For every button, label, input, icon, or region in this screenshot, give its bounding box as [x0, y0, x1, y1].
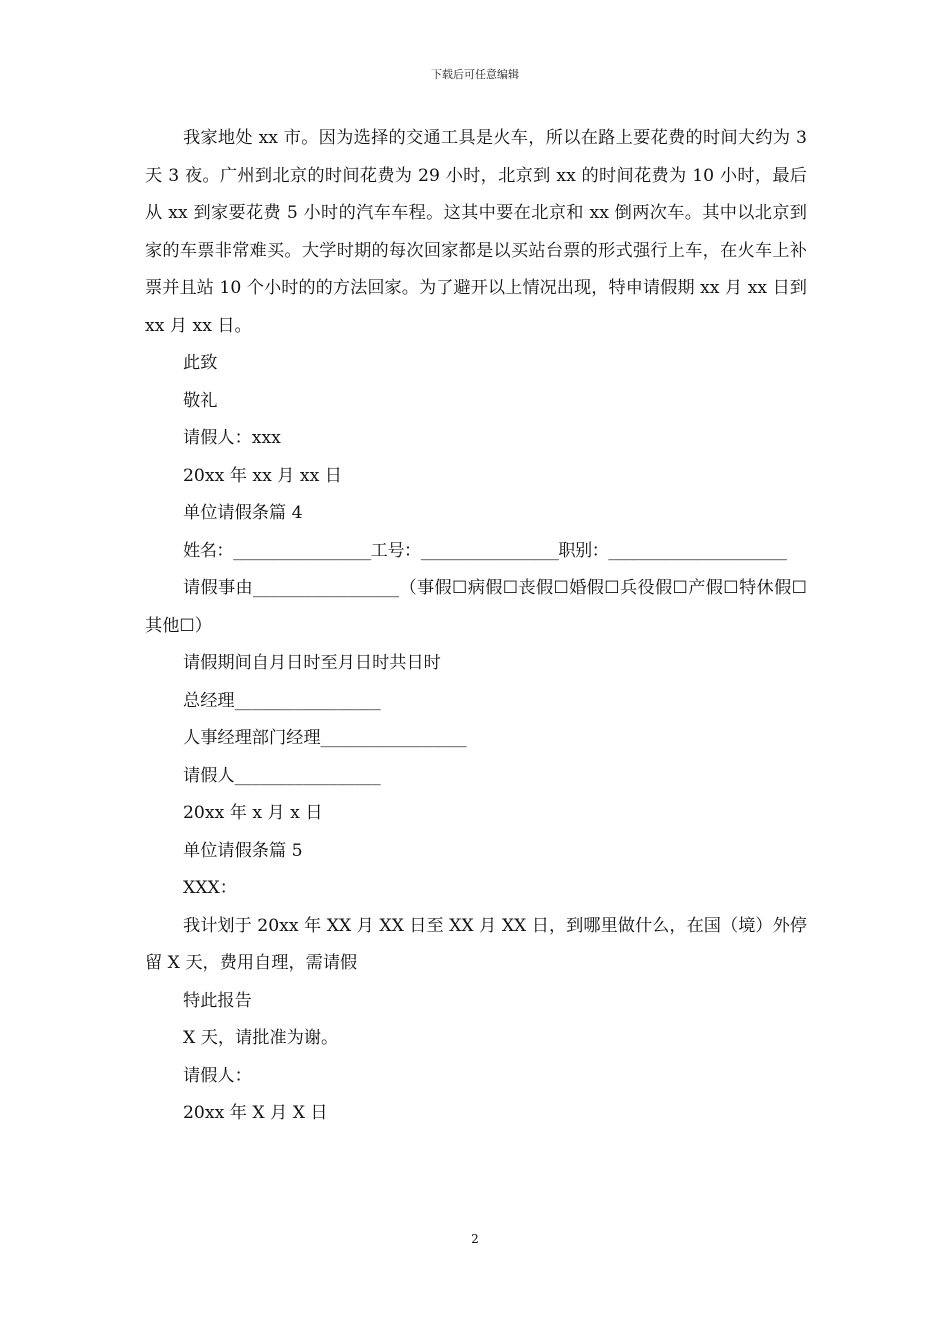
report-line: 特此报告: [183, 990, 252, 1011]
addressee-line: XXX：: [183, 878, 237, 898]
applicant-sign-line: 请假人_________________: [183, 765, 381, 786]
closing-jingli: 敬礼: [183, 390, 218, 411]
section-title-5: 单位请假条篇 5: [183, 840, 303, 861]
page-number: 2: [471, 1232, 479, 1246]
form-name-id-position: 姓名：_________________工号：_________________职别：______________________: [183, 540, 787, 561]
paragraph-leave-plan: 我计划于 20xx 年 XX 月 XX 日至 XX 月 XX 日，到哪里做什么，在国（境）外停留 X 天，费用自理，需请假: [145, 915, 807, 973]
paragraph-travel-reason: 我家地处 xx 市。因为选择的交通工具是火车，所以在路上要花费的时间大约为 3 天 3 夜。广州到北京的时间花费为 29 小时，北京到 xx 的时间花费为 10 小时，最后从 xx 到家要花费 5 小时的汽车车程。这其中要在北京和 xx 倒两次车。其中以北京到家的车票非常难买。大学时期的每次回家都是以买站台票的形式强行上车，在火车上补票并且站 10 个小时的的方法回家。为了避开以上情况出现，特申请假期 xx 月 xx 日到 xx 月 xx 日。: [145, 128, 807, 336]
applicant-line: 请假人：xxx: [183, 428, 281, 448]
page-header: 下载后可任意编辑: [431, 68, 519, 81]
section-title-4: 单位请假条篇 4: [183, 503, 303, 523]
date-line: 20xx 年 xx 月 xx 日: [183, 465, 342, 486]
document-body: [145, 120, 807, 1133]
leave-period-line: 请假期间自月日时至月日时共日时: [183, 653, 441, 673]
general-manager-line: 总经理_________________: [183, 690, 381, 711]
date-line-3: 20xx 年 X 月 X 日: [183, 1103, 328, 1123]
approval-request-line: X 天，请批准为谢。: [183, 1028, 339, 1048]
applicant-line-3: 请假人：: [183, 1065, 252, 1086]
closing-cizhi: 此致: [183, 353, 218, 373]
date-line-2: 20xx 年 x 月 x 日: [183, 803, 323, 823]
leave-reason-line: 请假事由_________________（事假☐病假☐丧假☐婚假☐兵役假☐产假☐特休假☐其他☐）: [145, 578, 807, 636]
hr-manager-line: 人事经理部门经理_________________: [183, 728, 467, 748]
